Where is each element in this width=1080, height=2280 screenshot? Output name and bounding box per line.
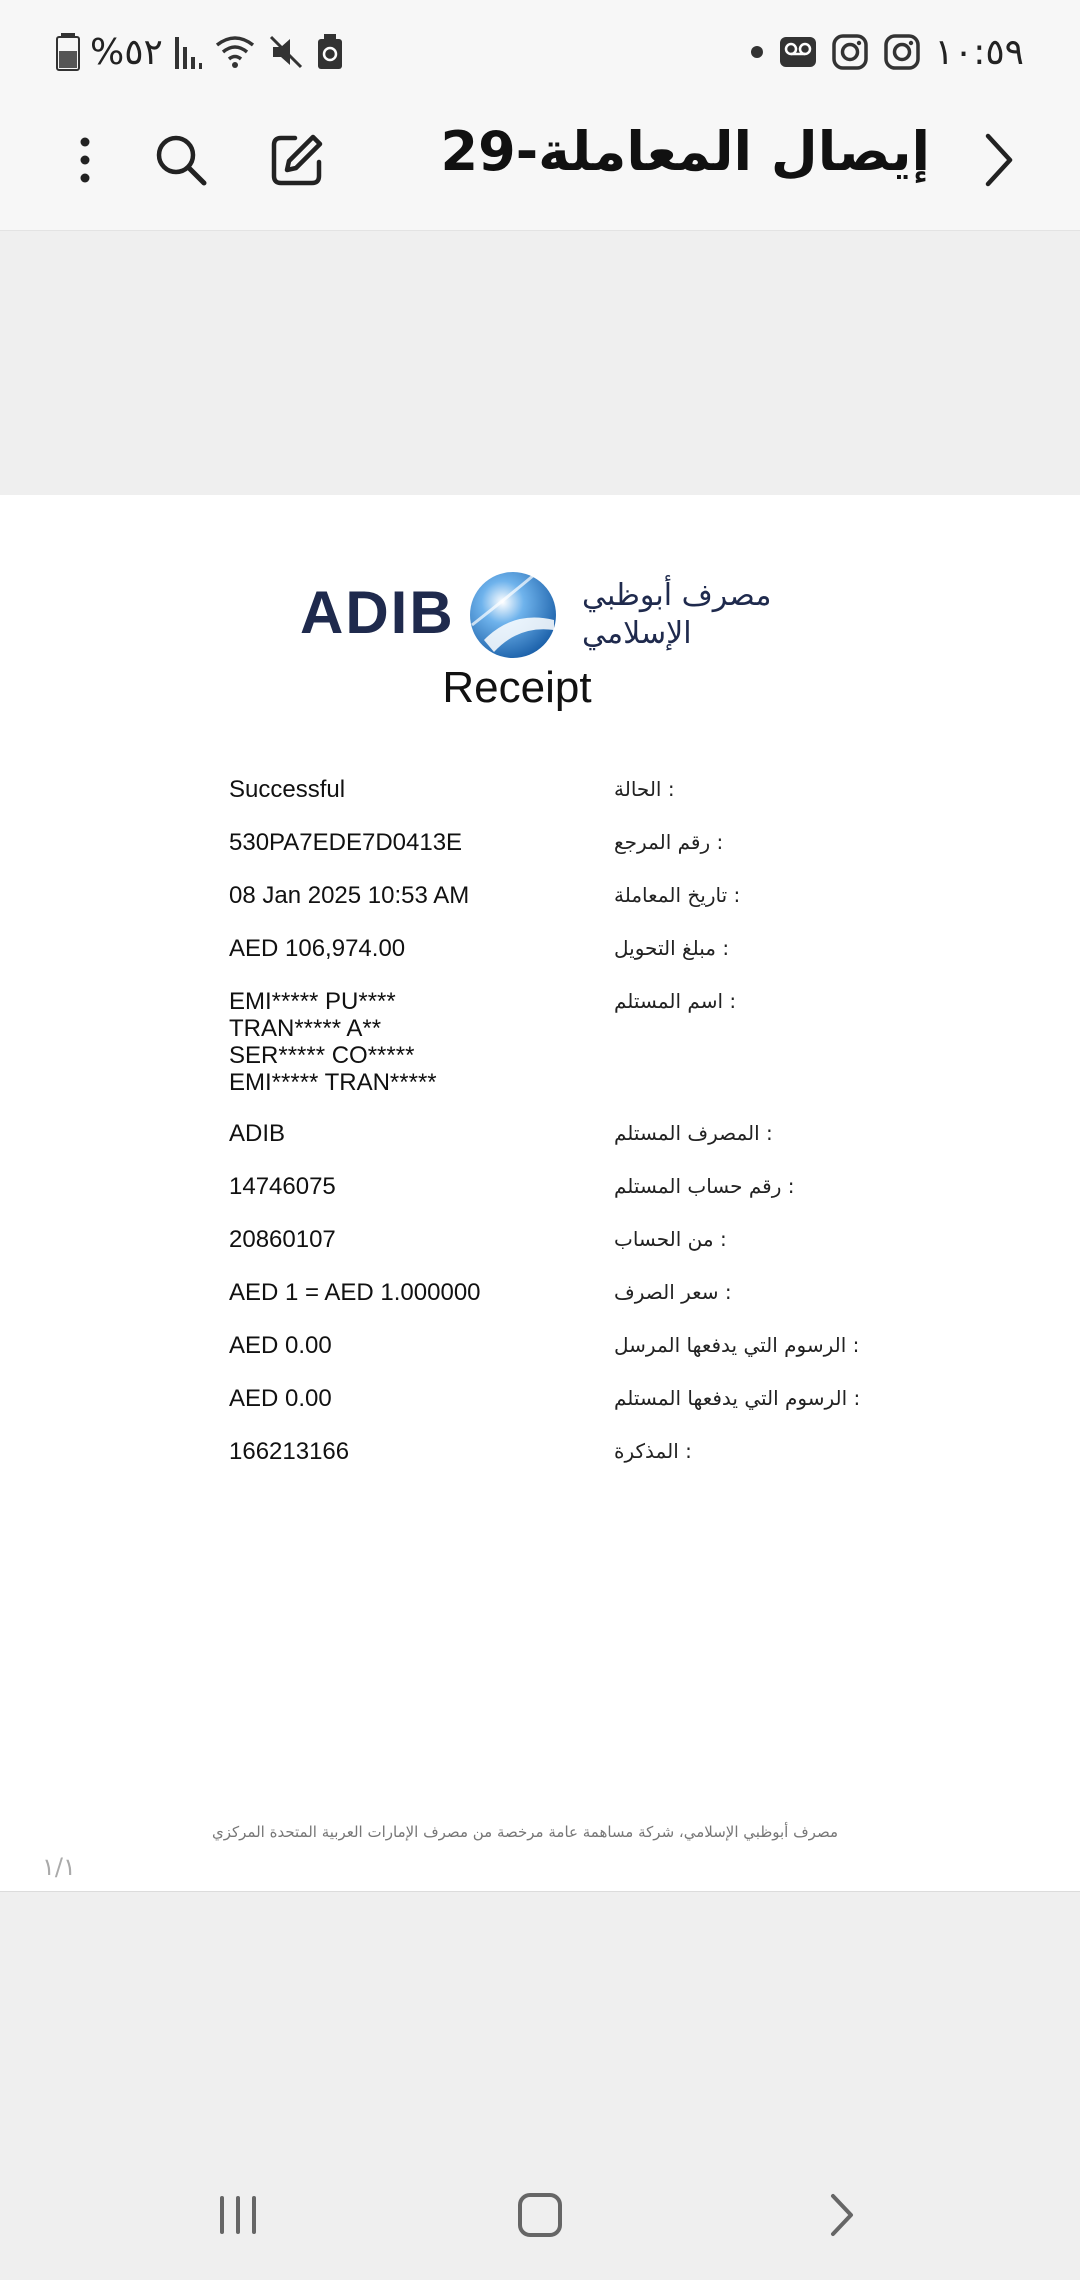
instagram-icon (883, 33, 921, 71)
edit-icon (269, 132, 325, 188)
logo-arabic-line1: مصرف أبوظبي (582, 578, 772, 613)
signal-icon (173, 33, 203, 71)
transaction-date-label: تاريخ المعاملة : (614, 883, 741, 907)
status-label: الحالة : (614, 777, 675, 801)
recents-icon (216, 2195, 260, 2235)
recipient-fees-value: AED 0.00 (229, 1385, 332, 1412)
exchange-rate-label: سعر الصرف : (614, 1280, 732, 1304)
transfer-amount-value: AED 106,974.00 (229, 935, 406, 962)
memo-value: 166213166 (229, 1438, 350, 1465)
home-icon (517, 2192, 563, 2238)
logo-arabic-line2: الإسلامي (582, 616, 692, 651)
status-value: Successful (229, 776, 346, 803)
more-vertical-icon (75, 135, 95, 185)
memo-label: المذكرة : (614, 1439, 692, 1463)
sender-fees-label: الرسوم التي يدفعها المرسل : (614, 1333, 860, 1357)
recipient-name-label: اسم المستلم : (614, 989, 737, 1013)
logo-text: ADIB (300, 579, 455, 646)
reference-value: 530PA7EDE7D0413E (229, 829, 463, 856)
app-bar (0, 100, 1080, 230)
chevron-right-icon (978, 130, 1018, 190)
from-account-value: 20860107 (229, 1226, 336, 1253)
recipient-name-line-3: SER***** CO***** (229, 1042, 415, 1069)
battery-icon (56, 33, 80, 71)
recents-button[interactable] (198, 2180, 278, 2250)
voicemail-icon (779, 33, 817, 71)
recycle-icon (315, 33, 345, 71)
recipient-name-line-1: EMI***** PU**** (229, 988, 396, 1015)
recipient-bank-label: المصرف المستلم : (614, 1121, 773, 1145)
status-bar (0, 0, 1080, 100)
transaction-date-value: 08 Jan 2025 10:53 AM (229, 882, 470, 909)
home-button[interactable] (500, 2180, 580, 2250)
recipient-name-line-4: EMI***** TRAN***** (229, 1069, 437, 1096)
dot-icon (749, 33, 765, 71)
search-button[interactable] (146, 125, 216, 195)
exchange-rate-value: AED 1 = AED 1.000000 (229, 1279, 481, 1306)
battery-percent: %٥٢ (90, 31, 163, 73)
more-options-button[interactable] (50, 125, 120, 195)
nav-back-button[interactable] (802, 2180, 882, 2250)
from-account-label: من الحساب : (614, 1227, 727, 1251)
chevron-right-icon (827, 2192, 857, 2238)
transfer-amount-label: مبلغ التحويل : (614, 936, 730, 960)
status-right-group (749, 30, 1024, 74)
footer-disclaimer: مصرف أبوظبي الإسلامي، شركة مساهمة عامة مرخصة من مصرف الإمارات العربية المتحدة المركزي (211, 1823, 838, 1841)
viewer-background-top (0, 230, 1080, 495)
adib-logo (300, 570, 840, 670)
reference-label: رقم المرجع : (614, 830, 724, 854)
recipient-account-label: رقم حساب المستلم : (614, 1174, 795, 1198)
mute-icon (267, 33, 305, 71)
recipient-fees-label: الرسوم التي يدفعها المستلم : (614, 1386, 861, 1410)
clock: ١٠:٥٩ (934, 31, 1024, 73)
instagram-icon (831, 33, 869, 71)
edit-button[interactable] (262, 125, 332, 195)
wifi-icon (213, 33, 257, 71)
receipt-document[interactable] (0, 495, 1080, 1891)
search-icon (153, 132, 209, 188)
sender-fees-value: AED 0.00 (229, 1332, 332, 1359)
status-left-group (56, 30, 345, 74)
recipient-account-value: 14746075 (229, 1173, 336, 1200)
recipient-name-line-2: TRAN***** A** (229, 1015, 382, 1042)
back-button[interactable] (963, 125, 1033, 195)
recipient-bank-value: ADIB (229, 1120, 286, 1147)
globe-logo-icon (464, 570, 562, 660)
page-number: ١/١ (42, 1853, 76, 1881)
receipt-title: Receipt (442, 663, 592, 712)
page-title: إيصال المعاملة-29 (440, 120, 930, 183)
